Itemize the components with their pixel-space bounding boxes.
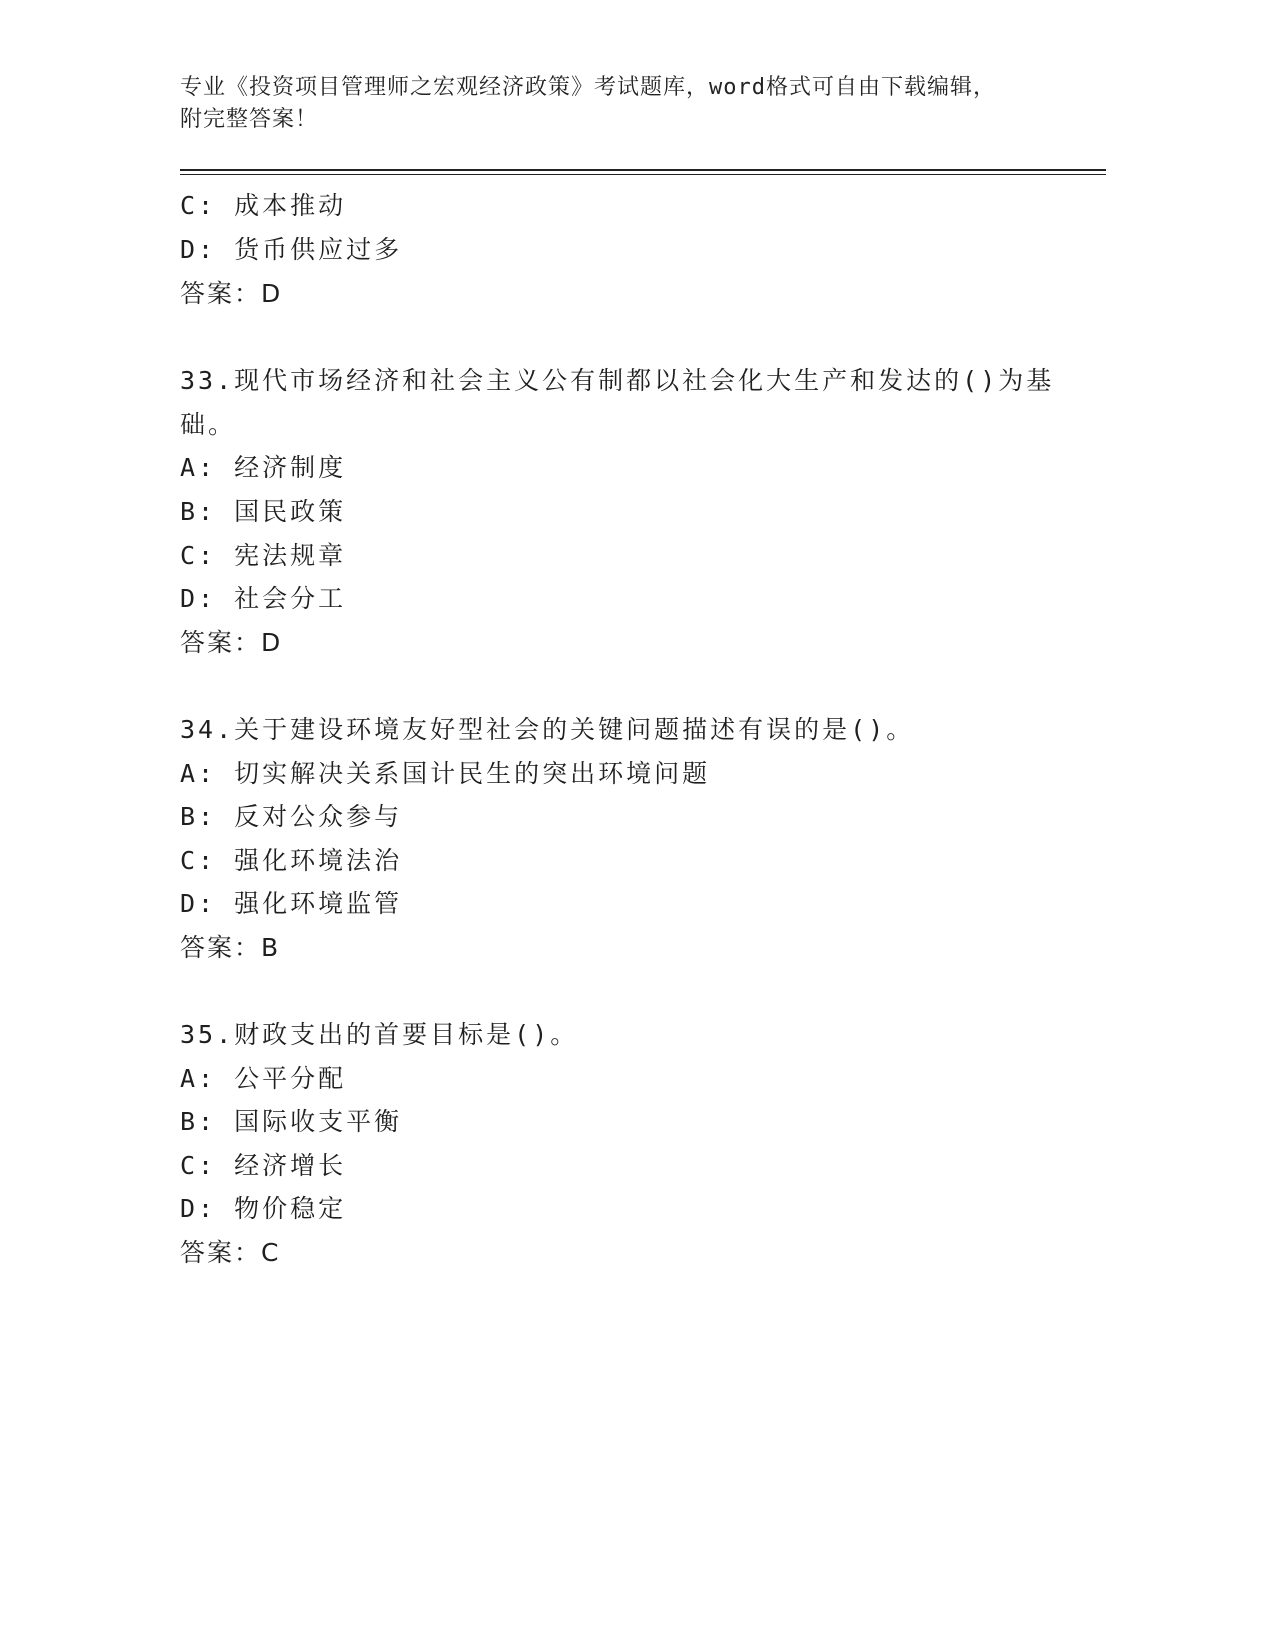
question-35-answer: 答案：C bbox=[180, 1238, 281, 1267]
question-33-option-b: B: 国民政策 bbox=[180, 497, 347, 526]
question-34-option-a: A: 切实解决关系国计民生的突出环境问题 bbox=[180, 759, 711, 788]
header-divider-thick bbox=[180, 169, 1106, 171]
question-33-stem-line-1: 33.现代市场经济和社会主义公有制都以社会化大生产和发达的()为基 bbox=[180, 366, 1055, 395]
question-33-option-a: A: 经济制度 bbox=[180, 453, 347, 482]
question-35-option-b: B: 国际收支平衡 bbox=[180, 1107, 403, 1136]
question-34-stem-line-1: 34.关于建设环境友好型社会的关键问题描述有误的是()。 bbox=[180, 715, 915, 744]
carryover-option-c: C: 成本推动 bbox=[180, 191, 347, 220]
question-34-option-b: B: 反对公众参与 bbox=[180, 802, 403, 831]
header-line-2: 附完整答案！ bbox=[180, 107, 319, 132]
question-34-option-d: D: 强化环境监管 bbox=[180, 889, 403, 918]
question-34-option-c: C: 强化环境法治 bbox=[180, 846, 403, 875]
carryover-option-d: D: 货币供应过多 bbox=[180, 235, 403, 264]
question-35-option-d: D: 物价稳定 bbox=[180, 1194, 347, 1223]
question-33-stem-line-2: 础。 bbox=[180, 410, 237, 439]
question-33-answer: 答案：D bbox=[180, 628, 283, 657]
question-34-answer: 答案：B bbox=[180, 933, 281, 962]
question-35-option-a: A: 公平分配 bbox=[180, 1064, 347, 1093]
header-divider-thin bbox=[180, 174, 1106, 175]
question-33-option-d: D: 社会分工 bbox=[180, 584, 347, 613]
document-header bbox=[180, 72, 1060, 136]
question-35-option-c: C: 经济增长 bbox=[180, 1151, 347, 1180]
question-35-stem-line-1: 35.财政支出的首要目标是()。 bbox=[180, 1020, 579, 1049]
header-line-1: 专业《投资项目管理师之宏观经济政策》考试题库，word格式可自由下载编辑， bbox=[180, 75, 996, 100]
carryover-answer: 答案：D bbox=[180, 279, 283, 308]
question-33-option-c: C: 宪法规章 bbox=[180, 541, 347, 570]
